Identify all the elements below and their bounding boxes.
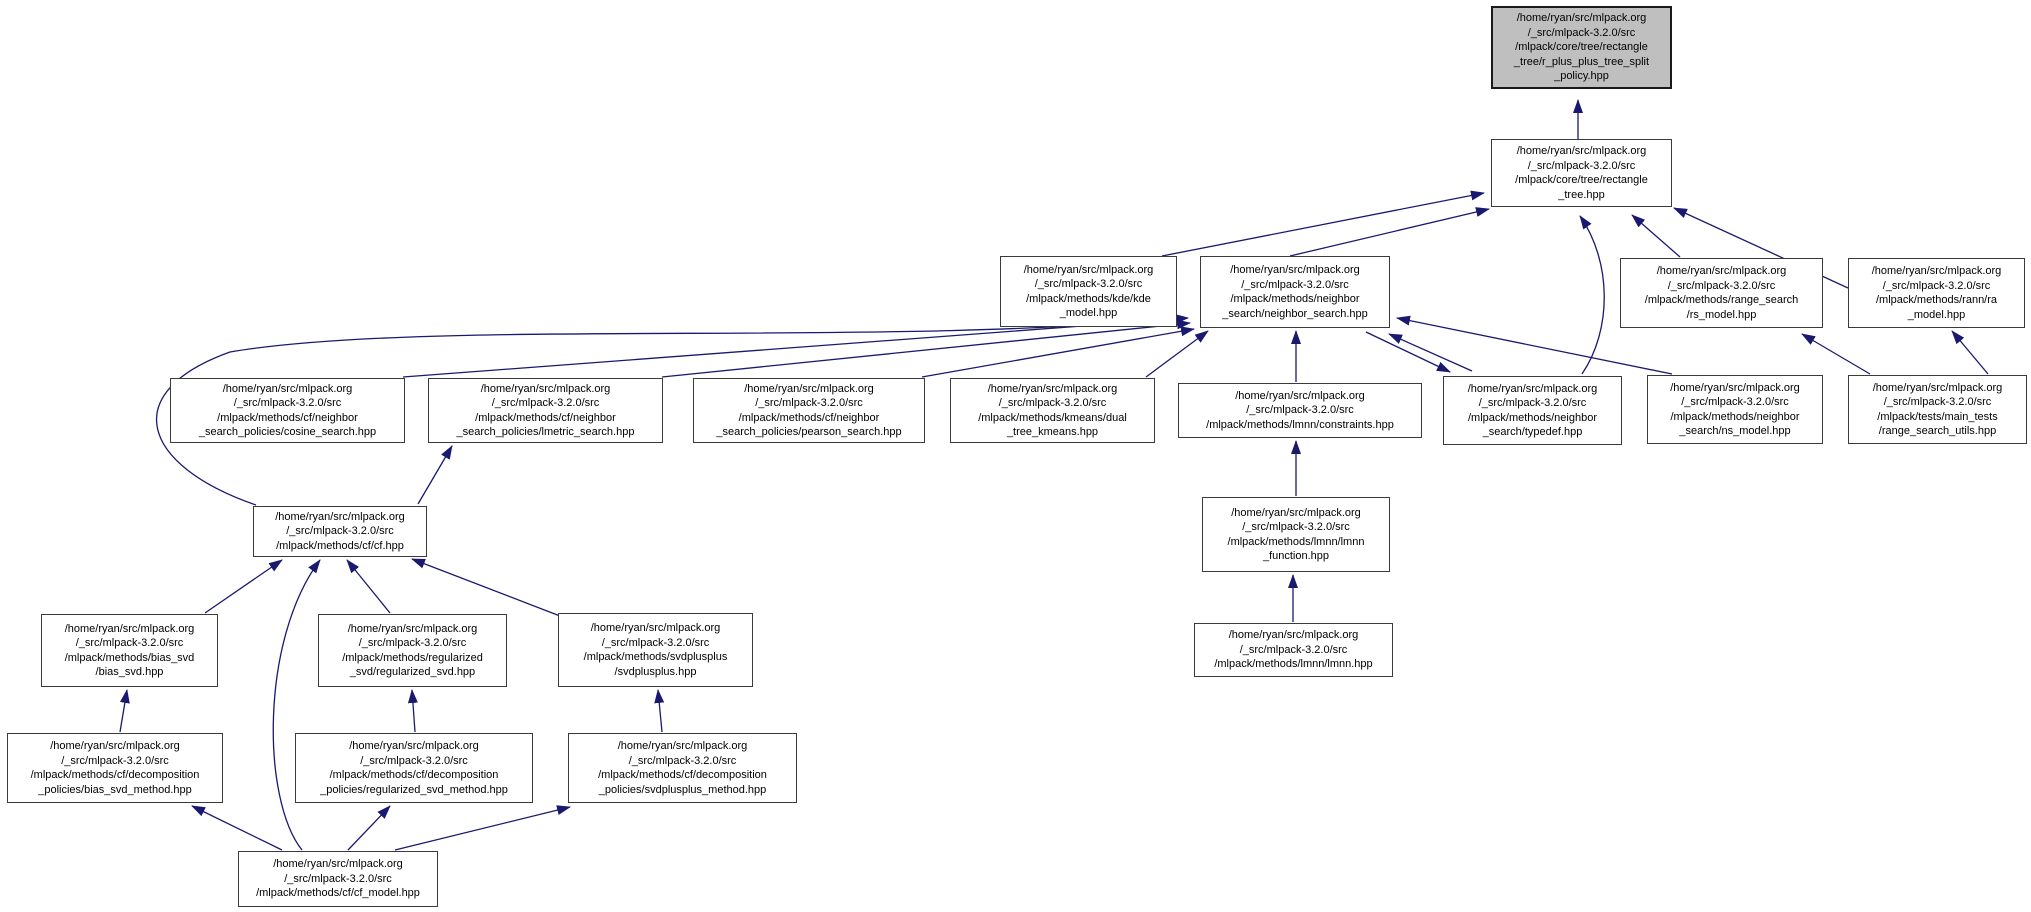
node-pearson-search[interactable] [693, 378, 925, 443]
node-label-line: /home/ryan/src/mlpack.org [1516, 12, 1647, 25]
edge-typedef-to-rectangle-tree [1580, 216, 1604, 374]
node-label-line: /mlpack/methods/bias_svd [64, 651, 195, 664]
node-label-line: _search/typedef.hpp [1482, 426, 1583, 438]
node-label-line: /home/ryan/src/mlpack.org [273, 858, 403, 871]
edge-cf-model-to-bias-svd-method [192, 806, 282, 850]
node-cf-model[interactable] [238, 851, 438, 907]
node-label-line: /mlpack/tests/main_tests [1877, 410, 1998, 423]
node-label-line: /mlpack/methods/cf/decomposition [30, 769, 200, 781]
node-label-line: /_src/mlpack-3.2.0/src [75, 637, 184, 649]
edge-svdplusplus-method-to-svdplusplus [658, 690, 662, 732]
node-label-line: /_src/mlpack-3.2.0/src [1034, 278, 1143, 290]
node-rs-model[interactable] [1620, 258, 1823, 328]
node-label-line: /mlpack/methods/cf/cf_model.hpp [256, 887, 420, 900]
node-lmetric-search[interactable] [428, 378, 663, 443]
node-r-plus-plus-tree-split-policy [1491, 6, 1672, 89]
node-label-line: /home/ryan/src/mlpack.org [1235, 389, 1365, 402]
node-label-line: /home/ryan/src/mlpack.org [1670, 381, 1800, 394]
node-label-line: /_src/mlpack-3.2.0/src [1239, 643, 1348, 656]
node-label-line: /svdplusplus.hpp [614, 665, 697, 678]
node-label-line: /mlpack/methods/rann/ra [1875, 294, 1998, 306]
node-label-line: /_src/mlpack-3.2.0/src [360, 754, 468, 767]
node-label-line: /home/ryan/src/mlpack.org [1228, 629, 1359, 642]
edge-cf-model-to-svdplusplus-method [395, 807, 570, 850]
node-label-line: /mlpack/core/tree/rectangle [1515, 174, 1648, 186]
node-cosine-search[interactable] [170, 378, 405, 443]
node-label-line: /home/ryan/src/mlpack.org [1872, 381, 2003, 394]
node-label-line: /home/ryan/src/mlpack.org [1230, 264, 1360, 276]
node-label-line: /home/ryan/src/mlpack.org [347, 622, 478, 635]
node-label-line: /mlpack/methods/kmeans/dual [978, 411, 1127, 424]
node-label-line: /mlpack/methods/neighbor [1670, 410, 1800, 423]
edge-range-search-utils-to-rs-model [1802, 334, 1870, 374]
node-label-line: /range_search_utils.hpp [1878, 425, 1997, 437]
node-bias-svd-method[interactable] [7, 733, 223, 803]
node-label-line: /mlpack/methods/neighbor [1467, 411, 1597, 424]
node-label-line: /_src/mlpack-3.2.0/src [61, 754, 169, 767]
node-label-line: _search_policies/cosine_search.hpp [198, 426, 377, 438]
node-label-line: _search_policies/pearson_search.hpp [716, 426, 902, 438]
node-label-line: _policy.hpp [1554, 70, 1609, 83]
node-kde-model[interactable] [1000, 256, 1177, 327]
node-label-line: /_src/mlpack-3.2.0/src [1527, 159, 1636, 172]
node-label-line: /_src/mlpack-3.2.0/src [1527, 26, 1636, 39]
node-label-line: /_src/mlpack-3.2.0/src [1667, 279, 1776, 292]
node-label-line: /_src/mlpack-3.2.0/src [1478, 397, 1587, 409]
node-label-line: /mlpack/methods/cf/cf.hpp [276, 539, 404, 552]
node-label-line: _tree_kmeans.hpp [1006, 426, 1099, 438]
node-label-line: /home/ryan/src/mlpack.org [1516, 145, 1647, 157]
edge-kde-model-to-rectangle-tree [1162, 193, 1484, 256]
node-label-line: /_src/mlpack-3.2.0/src [628, 754, 737, 767]
node-label-line: /mlpack/methods/range_search [1644, 294, 1799, 306]
node-label-line: /_src/mlpack-3.2.0/src [1246, 404, 1354, 417]
node-label-line: /_src/mlpack-3.2.0/src [1242, 521, 1350, 533]
node-label-line: /home/ryan/src/mlpack.org [1231, 506, 1361, 519]
edge-cf-model-to-regularized-svd-method [348, 806, 390, 850]
node-label-line: /home/ryan/src/mlpack.org [1467, 382, 1598, 395]
edge-bias-svd-to-cf [205, 560, 282, 613]
node-label-line: /mlpack/methods/lmnn/lmnn.hpp [1214, 658, 1373, 671]
edge-rs-model-to-rectangle-tree [1632, 215, 1680, 257]
node-label-line: /_src/mlpack-3.2.0/src [1883, 396, 1992, 408]
node-ra-model[interactable] [1848, 258, 2025, 328]
node-label-line: /mlpack/methods/cf/decomposition [329, 769, 499, 781]
node-label-line: /_src/mlpack-3.2.0/src [1681, 396, 1789, 408]
node-label-line: /_src/mlpack-3.2.0/src [358, 637, 467, 649]
node-regularized-svd-method[interactable] [295, 733, 533, 803]
node-label-line: /mlpack/methods/svdplusplus [583, 651, 728, 663]
node-label-line: /home/ryan/src/mlpack.org [1656, 265, 1787, 277]
node-neighbor-search[interactable] [1200, 256, 1390, 328]
node-label-line: /_src/mlpack-3.2.0/src [755, 397, 863, 409]
node-label-line: /mlpack/methods/cf/neighbor [475, 411, 616, 424]
node-label-line: /mlpack/methods/cf/neighbor [217, 411, 358, 424]
edge-neighbor-search-to-typedef [1366, 332, 1450, 372]
node-label-line: /home/ryan/src/mlpack.org [222, 382, 353, 395]
node-label-line: /home/ryan/src/mlpack.org [275, 510, 405, 523]
edge-regularized-svd-method-to-regularized-svd [412, 690, 415, 732]
node-label-line: _policies/svdplusplus_method.hpp [598, 783, 767, 796]
node-label-line: _search_policies/lmetric_search.hpp [456, 426, 635, 438]
node-svdplusplus[interactable] [558, 613, 753, 687]
node-dual-tree-kmeans[interactable] [950, 378, 1155, 443]
node-lmnn[interactable] [1194, 623, 1393, 677]
node-lmnn-function[interactable] [1202, 497, 1390, 572]
node-label-line: /home/ryan/src/mlpack.org [590, 622, 721, 634]
node-label-line: _function.hpp [1262, 550, 1330, 562]
node-constraints[interactable] [1178, 383, 1422, 438]
node-label-line: /bias_svd.hpp [95, 666, 164, 678]
edge-regularized-svd-to-cf [347, 560, 390, 613]
edge-cf-to-lmetric-search [418, 446, 452, 504]
node-label-line: /_src/mlpack-3.2.0/src [491, 397, 600, 409]
node-label-line: /home/ryan/src/mlpack.org [987, 382, 1118, 395]
node-rectangle-tree[interactable] [1491, 139, 1672, 207]
node-label-line: /home/ryan/src/mlpack.org [744, 382, 874, 395]
node-label-line: _search/neighbor_search.hpp [1222, 307, 1368, 320]
node-label-line: /_src/mlpack-3.2.0/src [601, 636, 710, 649]
node-label-line: /_src/mlpack-3.2.0/src [284, 872, 392, 885]
node-label-line: /mlpack/methods/cf/neighbor [738, 411, 880, 424]
node-label-line: /home/ryan/src/mlpack.org [50, 740, 180, 752]
node-label-line: /home/ryan/src/mlpack.org [480, 382, 611, 395]
node-svdplusplus-method[interactable] [568, 733, 797, 803]
node-label-line: /mlpack/methods/neighbor [1230, 293, 1360, 305]
node-label-line: /mlpack/core/tree/rectangle [1515, 41, 1648, 54]
node-regularized-svd[interactable] [318, 614, 507, 687]
node-label-line: /mlpack/methods/regularized [342, 651, 483, 664]
node-ns-model[interactable] [1647, 375, 1823, 444]
node-label-line: /home/ryan/src/mlpack.org [349, 740, 479, 752]
node-label-line: /home/ryan/src/mlpack.org [617, 740, 748, 752]
node-label-line: /_src/mlpack-3.2.0/src [286, 525, 394, 538]
node-label-line: _tree/r_plus_plus_tree_split [1513, 55, 1650, 68]
node-label-line: /home/ryan/src/mlpack.org [1023, 263, 1154, 276]
node-label-line: _search/ns_model.hpp [1679, 425, 1791, 437]
node-label-line: /_src/mlpack-3.2.0/src [233, 397, 342, 409]
node-label-line: /_src/mlpack-3.2.0/src [998, 397, 1107, 409]
edge-cf-model-to-cf [273, 560, 320, 850]
node-typedef[interactable] [1443, 376, 1622, 445]
node-label-line: _policies/bias_svd_method.hpp [38, 783, 192, 796]
edge-range-search-utils-to-ra-model [1952, 331, 1988, 374]
node-label-line: /mlpack/methods/lmnn/constraints.hpp [1206, 418, 1394, 431]
node-label-line: _tree.hpp [1558, 188, 1605, 201]
node-label-line: /rs_model.hpp [1686, 308, 1757, 321]
node-range-search-utils[interactable] [1848, 375, 2027, 444]
node-label-line: /home/ryan/src/mlpack.org [1871, 265, 2002, 277]
edge-bias-svd-method-to-bias-svd [120, 690, 127, 732]
node-label-line: _policies/regularized_svd_method.hpp [320, 783, 508, 796]
edge-typedef-to-neighbor-search [1389, 334, 1472, 371]
node-cf[interactable] [253, 506, 427, 557]
node-label-line: /mlpack/methods/kde/kde [1026, 292, 1151, 305]
node-label-line: /home/ryan/src/mlpack.org [64, 622, 195, 635]
edge-neighbor-search-to-rectangle-tree [1290, 209, 1489, 256]
node-label-line: /mlpack/methods/cf/decomposition [598, 769, 767, 781]
node-label-line: /_src/mlpack-3.2.0/src [1241, 278, 1349, 291]
node-label-line: _svd/regularized_svd.hpp [349, 666, 476, 678]
node-label-line: _model.hpp [1059, 307, 1118, 319]
node-label-line: /_src/mlpack-3.2.0/src [1882, 279, 1991, 292]
node-bias-svd[interactable] [41, 614, 218, 687]
edge-dual-tree-kmeans-to-neighbor-search [1146, 331, 1208, 377]
node-label-line: /mlpack/methods/lmnn/lmnn [1227, 535, 1365, 548]
edge-svdplusplus-to-cf [412, 559, 560, 616]
node-label-line: _model.hpp [1907, 308, 1966, 321]
